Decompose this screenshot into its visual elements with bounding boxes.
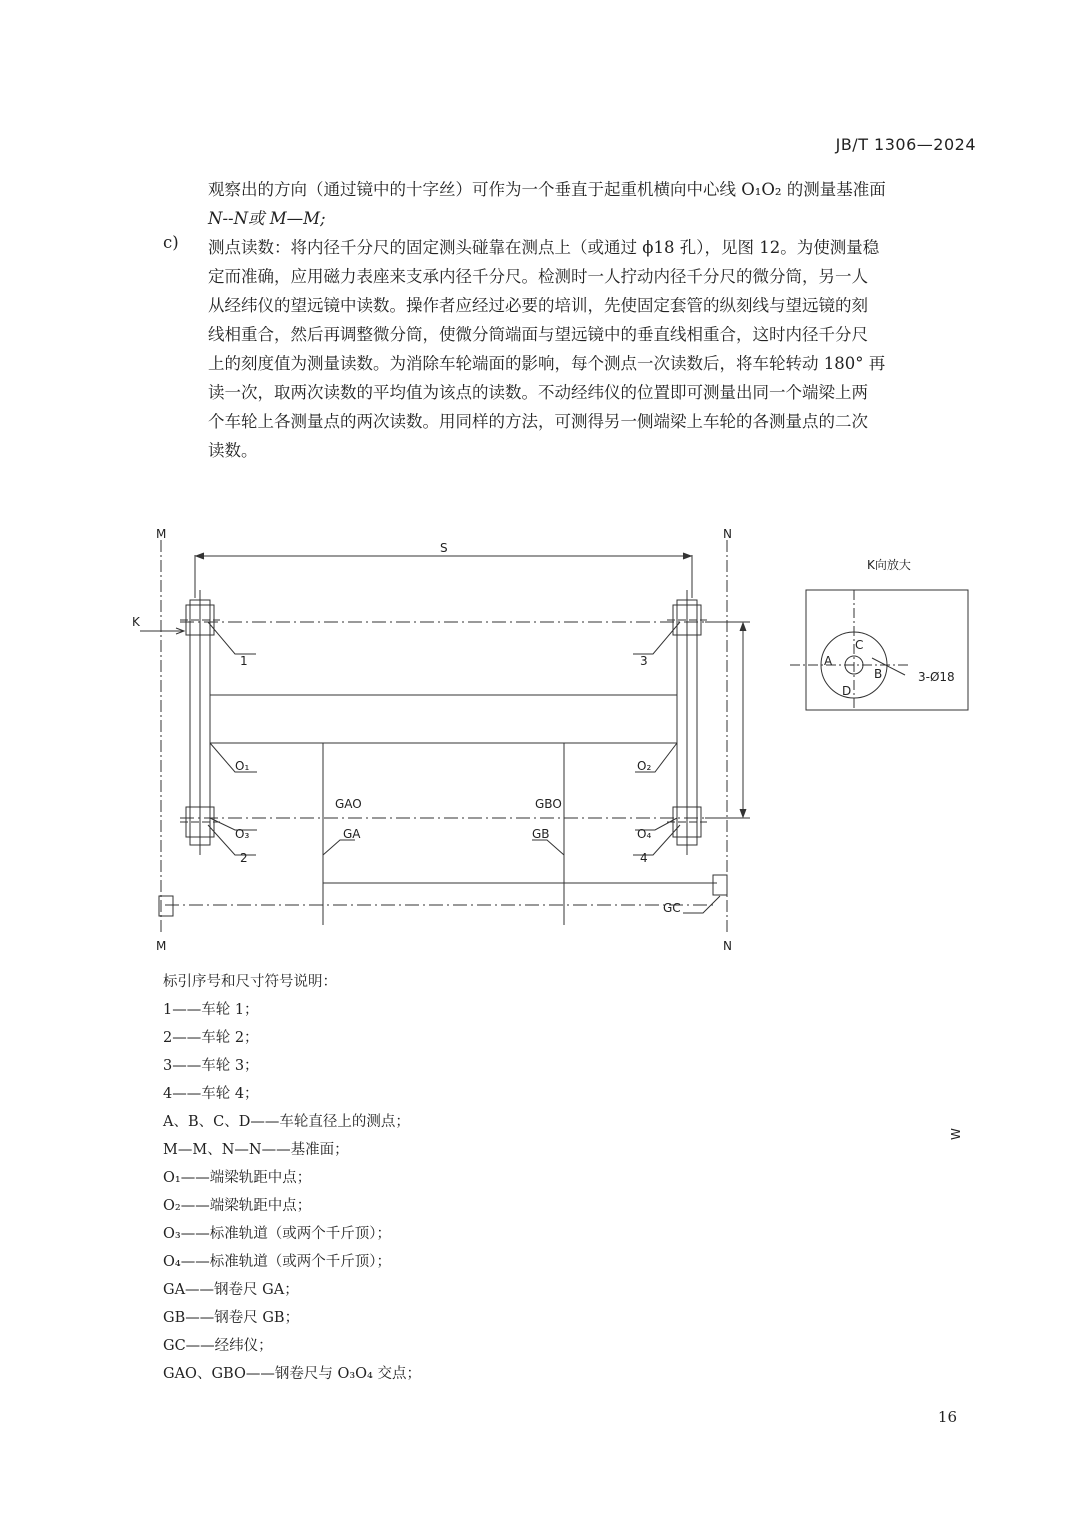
text-line: 线相重合，然后再调整微分筒，使微分筒端面与望远镜中的垂直线相重合，这时内径千分尺 xyxy=(208,325,868,344)
text-line: 读数。 xyxy=(208,441,258,460)
continuation-paragraph xyxy=(208,175,978,233)
label-wheel-4: 4 xyxy=(640,851,648,865)
text-line: 定而准确，应用磁力表座来支承内径千分尺。检测时一人拧动内径千分尺的微分筒，另一人 xyxy=(208,267,868,286)
label-m-top: M xyxy=(156,527,167,541)
label-o3: O₃ xyxy=(235,827,250,841)
legend-item: 2——车轮 2； xyxy=(163,1030,259,1046)
label-holes: 3-Ø18 xyxy=(918,670,955,684)
label-o4: O₄ xyxy=(637,827,652,841)
legend-item: O₃——标准轨道（或两个千斤顶）； xyxy=(163,1226,391,1242)
text-line: N--N或 M—M; xyxy=(208,209,326,228)
label-k-view-title: K向放大 xyxy=(867,558,911,572)
text-line: 测点读数：将内径千分尺的固定测头碰靠在测点上（或通过 ϕ18 孔），见图 12。为使测量稳 xyxy=(208,238,880,257)
label-o2: O₂ xyxy=(637,759,652,773)
text-line: 观察出的方向（通过镜中的十字丝）可作为一个垂直于起重机横向中心线 O₁O₂ 的测量基准面 xyxy=(208,180,886,199)
label-w: W xyxy=(949,1128,963,1140)
legend-item: M—M、N—N——基准面； xyxy=(163,1142,349,1158)
text-line: 读一次，取两次读数的平均值为该点的读数。不动经纬仪的位置即可测量出同一个端梁上两 xyxy=(208,383,868,402)
legend-item: GC——经纬仪； xyxy=(163,1338,273,1354)
theodolite-gc xyxy=(713,875,727,895)
main-girder xyxy=(210,695,677,743)
legend-item: A、B、C、D——车轮直径上的测点； xyxy=(163,1114,410,1130)
legend-item: O₂——端梁轨距中点； xyxy=(163,1198,312,1214)
label-n-top: N xyxy=(723,527,732,541)
label-ga: GA xyxy=(343,827,361,841)
list-marker-c: c) xyxy=(163,233,179,252)
text-line: 从经纬仪的望远镜中读数。操作者应经过必要的培训，先使固定套管的纵刻线与望远镜的刻 xyxy=(208,296,868,315)
label-gb: GB xyxy=(532,827,550,841)
label-m-bottom: M xyxy=(156,939,167,953)
label-point-d: D xyxy=(842,684,852,698)
legend-item: GB——钢卷尺 GB； xyxy=(163,1310,300,1326)
label-o1: O₁ xyxy=(235,759,250,773)
legend-item: 3——车轮 3； xyxy=(163,1058,259,1074)
page-number: 16 xyxy=(937,1408,957,1426)
label-wheel-3: 3 xyxy=(640,654,648,668)
label-wheel-1: 1 xyxy=(240,654,248,668)
leader-1 xyxy=(208,622,256,654)
label-point-c: C xyxy=(855,638,864,652)
legend-item: GAO、GBO——钢卷尺与 O₃O₄ 交点； xyxy=(163,1366,421,1382)
legend-title: 标引序号和尺寸符号说明： xyxy=(163,974,337,990)
legend-item: 1——车轮 1； xyxy=(163,1002,259,1018)
label-k: K xyxy=(132,615,140,629)
legend-item: O₁——端梁轨距中点； xyxy=(163,1170,312,1186)
label-gao: GAO xyxy=(335,797,362,811)
label-gbo: GBO xyxy=(535,797,562,811)
text-line: 个车轮上各测量点的两次读数。用同样的方法，可测得另一侧端梁上车轮的各测量点的二次 xyxy=(208,412,868,431)
legend-item: GA——钢卷尺 GA； xyxy=(163,1282,299,1298)
label-point-a: A xyxy=(824,654,833,668)
label-n-bottom: N xyxy=(723,939,732,953)
standard-code: JB/T 1306—2024 xyxy=(835,135,976,154)
label-gc: GC xyxy=(663,901,681,915)
legend-item: O₄——标准轨道（或两个千斤顶）； xyxy=(163,1254,391,1270)
legend-item: 4——车轮 4； xyxy=(163,1086,259,1102)
item-c-paragraph xyxy=(208,233,978,465)
text-line: 上的刻度值为测量读数。为消除车轮端面的影响，每个测点一次读数后，将车轮转动 180° 再 xyxy=(208,354,886,373)
legend xyxy=(163,968,421,1388)
label-s: S xyxy=(440,541,448,555)
k-view-frame xyxy=(806,590,968,710)
leader-o1 xyxy=(210,743,257,772)
label-wheel-2: 2 xyxy=(240,851,248,865)
label-point-b: B xyxy=(874,667,883,681)
